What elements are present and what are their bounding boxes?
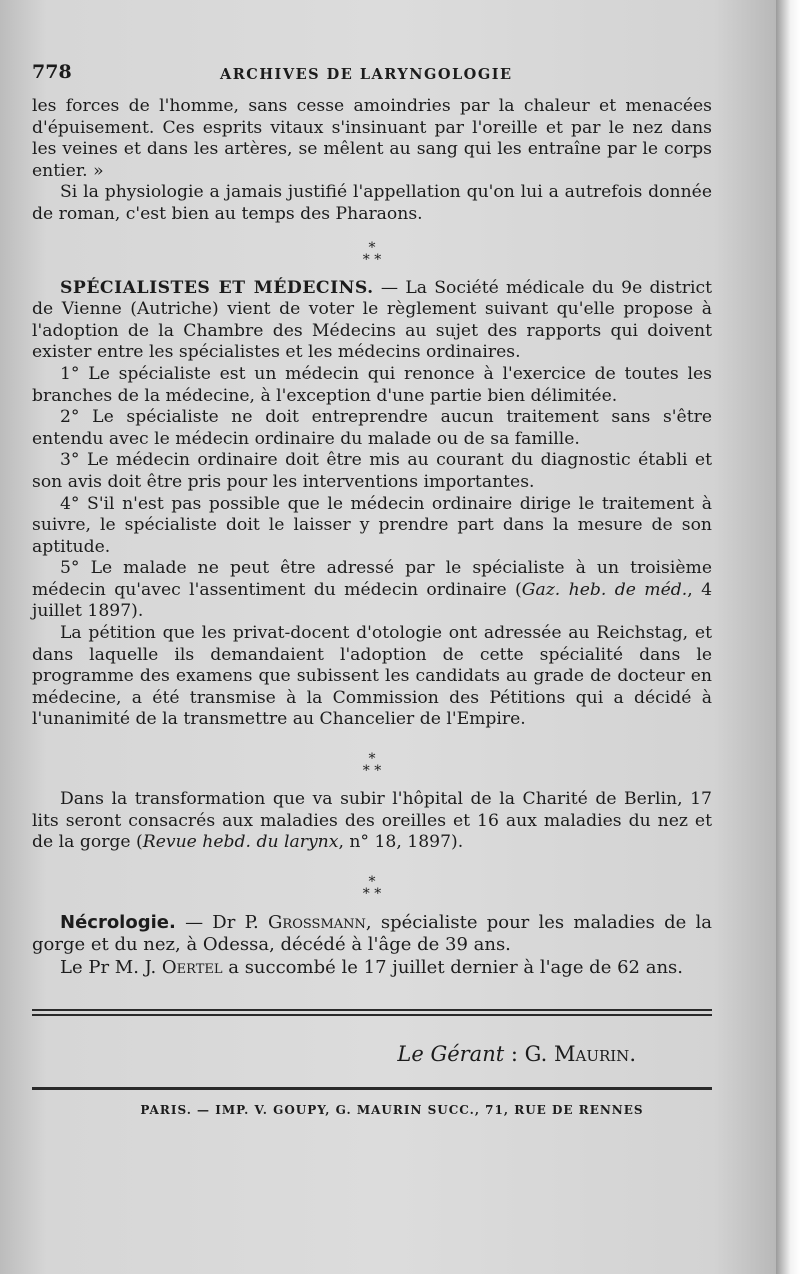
asterism-bottom: * * (362, 885, 382, 902)
necrology-paragraph-2 (32, 957, 712, 980)
rule-2: 2° Le spécialiste ne doit entreprendre aucun traitement sans s'être entendu avec le médecin ordinaire du malade ou de sa famille. (32, 407, 712, 449)
charite-tail: , n° 18, 1897). (338, 832, 464, 853)
rule-top-1 (32, 1009, 712, 1011)
petition-paragraph: La pétition que les privat-docent d'otologie ont adressée au Reichstag, et dans laquelle ils demandaient l'adoption de cette spécialité dans le programme des examens que subissent les candidats au grade de docteur en médecine, a été transmise à la Commission des Pétitions qui a décidé à l'unanimité de la transmettre au Chancelier de l'Empire. (32, 623, 712, 730)
rule-4: 4° S'il n'est pas possible que le médecin ordinaire dirige le traitement à suivre, le spécialiste doit le laisser y prendre part dans la mesure de son aptitude. (32, 493, 712, 557)
running-title: ARCHIVES DE LARYNGOLOGIE (220, 66, 513, 83)
gerant-label: Le Gérant (397, 1041, 505, 1066)
page-number: 778 (32, 61, 72, 83)
paragraph-pharaohs: Si la physiologie a jamais justifié l'appellation qu'on lui a autrefois donnée de roman, c'est bien au temps des Pharaons. (32, 182, 712, 224)
rule-5-tail: , 4 juillet 1897). (32, 579, 712, 622)
rule-bottom (32, 1087, 712, 1090)
section-specialists-intro (32, 278, 712, 364)
asterism-top: * (368, 239, 376, 256)
page-header (32, 60, 712, 90)
charite-text: Dans la transformation que va subir l'hôpital de la Charité de Berlin, 17 lits seront consacrés aux maladies des oreilles et 16 aux maladies du nez et de la gorge ( (32, 789, 712, 853)
necrology-name-2: Oertel (161, 956, 223, 978)
rule-1: 1° Le spécialiste est un médecin qui renonce à l'exercice de toutes les branches de la médecine, à l'exception d'une partie bien délimitée. (32, 363, 712, 406)
necrology-name-1: Grossmann (268, 911, 366, 933)
rule-top-2 (32, 1014, 712, 1016)
rule-3: 3° Le médecin ordinaire doit être mis au courant du diagnostic établi et son avis doit être pris pour les interventions importantes. (32, 450, 712, 492)
rule-5 (32, 558, 712, 623)
page-edge (776, 0, 800, 1274)
necrology-text-1: , spécialiste pour les maladies de la gorge et du nez, à Odessa, décédé à l'âge de 39 ans. (32, 911, 713, 956)
section-specialists-intro-text: — La Société médicale du 9e district de Vienne (Autriche) vient de voter le règlement suivant qu'elle propose à l'adoption de la Chambre des Médecins au sujet des rapports qui doivent exister entre les spécialistes et les médecins ordinaires. (32, 277, 712, 363)
asterism-3 (32, 873, 712, 902)
printer-imprint: PARIS. — IMP. V. GOUPY, G. MAURIN SUCC., 71, RUE DE RENNES (140, 1103, 644, 1118)
necrology-dash: — Dr P. (175, 911, 269, 933)
charite-source: Revue hebd. du larynx (142, 832, 339, 853)
rule-5-source: Gaz. heb. de méd. (521, 579, 688, 600)
paragraph-continuation: les forces de l'homme, sans cesse amoindries par la chaleur et menacées d'épuisement. Ces esprits vitaux s'insinuant par l'oreille et par le nez dans les veines et dans les artères, se mêlent au sang qui les entraîne par le corps entier. » (32, 96, 712, 181)
asterism-top: * (368, 751, 376, 768)
page-content (32, 60, 712, 1122)
footer-rules (32, 1009, 712, 1016)
necrology-text-2-start: Le Pr M. J. (60, 956, 162, 978)
asterism-2 (32, 751, 712, 780)
gerant-sep: : G. (504, 1041, 554, 1066)
section-specialists-heading: SPÉCIALISTES ET MÉDECINS. (60, 277, 374, 298)
charite-paragraph (32, 789, 712, 854)
gerant-name: Maurin (553, 1041, 630, 1066)
necrology-heading: Nécrologie. (60, 911, 176, 933)
gerant-signature (32, 1041, 636, 1066)
gerant-end: . (629, 1041, 636, 1066)
necrology-paragraph (32, 912, 712, 957)
necrology-text-2-end: a succombé le 17 juillet dernier à l'age de 62 ans. (222, 956, 683, 978)
asterism-1 (32, 239, 712, 268)
asterism-bottom: * * (362, 763, 382, 780)
rule-5-text: 5° Le malade ne peut être adressé par le spécialiste à un troisième médecin qu'avec l'assentiment du médecin ordinaire ( (32, 558, 712, 600)
asterism-top: * (368, 873, 376, 890)
asterism-bottom: * * (362, 251, 382, 268)
